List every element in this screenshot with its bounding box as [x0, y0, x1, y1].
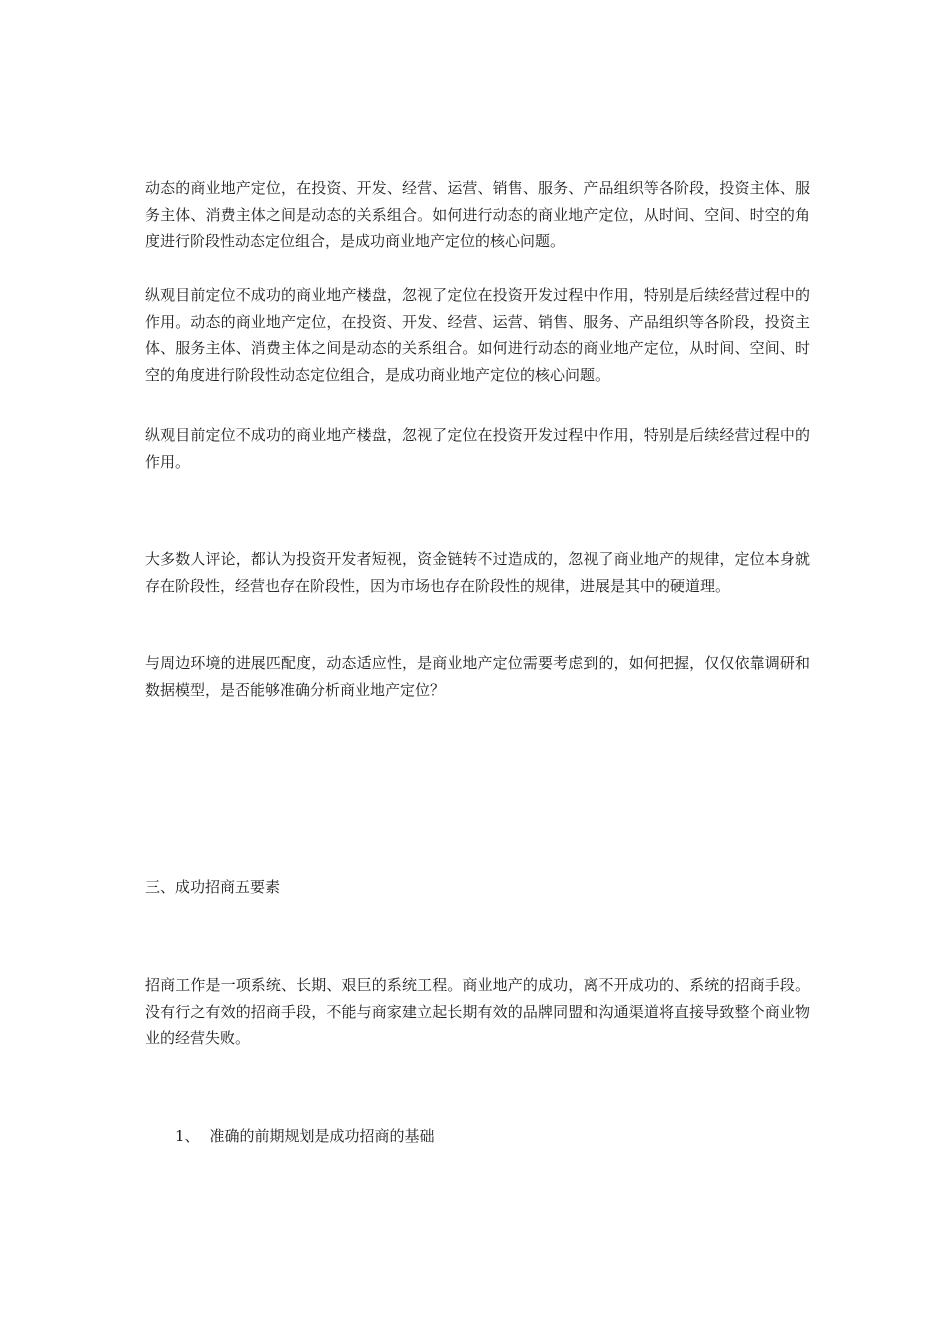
paragraph-dynamic-positioning: 动态的商业地产定位，在投资、开发、经营、运营、销售、服务、产品组织等各阶段，投资主体、服务主体、消费主体之间是动态的关系组合。如何进行动态的商业地产定位，从时间、空间、时空的角度进行阶段性动态定位组合，是成功商业地产定位的核心问题。: [145, 179, 810, 250]
paragraph-environment-match: 与周边环境的进展匹配度，动态适应性，是商业地产定位需要考虑到的，如何把握，仅仅依靠调研和数据模型，是否能够准确分析商业地产定位？: [145, 654, 810, 699]
paragraph-investment-attraction: 招商工作是一项系统、长期、艰巨的系统工程。商业地产的成功，离不开成功的、系统的招商手段。没有行之有效的招商手段，不能与商家建立起长期有效的品牌同盟和沟通渠道将直接导致整个商业物业的经营失败。: [145, 976, 810, 1047]
paragraph-public-comment: 大多数人评论，都认为投资开发者短视，资金链转不过造成的，忽视了商业地产的规律，定位本身就存在阶段性，经营也存在阶段性，因为市场也存在阶段性的规律，进展是其中的硬道理。: [145, 550, 810, 595]
paragraph-unsuccessful-positioning-repeat: 纵观目前定位不成功的商业地产楼盘，忽视了定位在投资开发过程中作用，特别是后续经营过程中的作用。: [145, 426, 810, 471]
section-heading: 三、成功招商五要素: [145, 878, 281, 896]
list-item-text: 准确的前期规划是成功招商的基础: [209, 1127, 435, 1145]
list-item-number: 1、: [175, 1127, 200, 1145]
paragraph-unsuccessful-positioning: 纵观目前定位不成功的商业地产楼盘，忽视了定位在投资开发过程中作用，特别是后续经营过程中的作用。动态的商业地产定位，在投资、开发、经营、运营、销售、服务、产品组织等各阶段，投资主体、服务主体、消费主体之间是动态的关系组合。如何进行动态的商业地产定位，从时间、空间、时空的角度进行阶段性动态定位组合，是成功商业地产定位的核心问题。: [145, 286, 810, 384]
list-item-planning: [175, 1124, 435, 1148]
